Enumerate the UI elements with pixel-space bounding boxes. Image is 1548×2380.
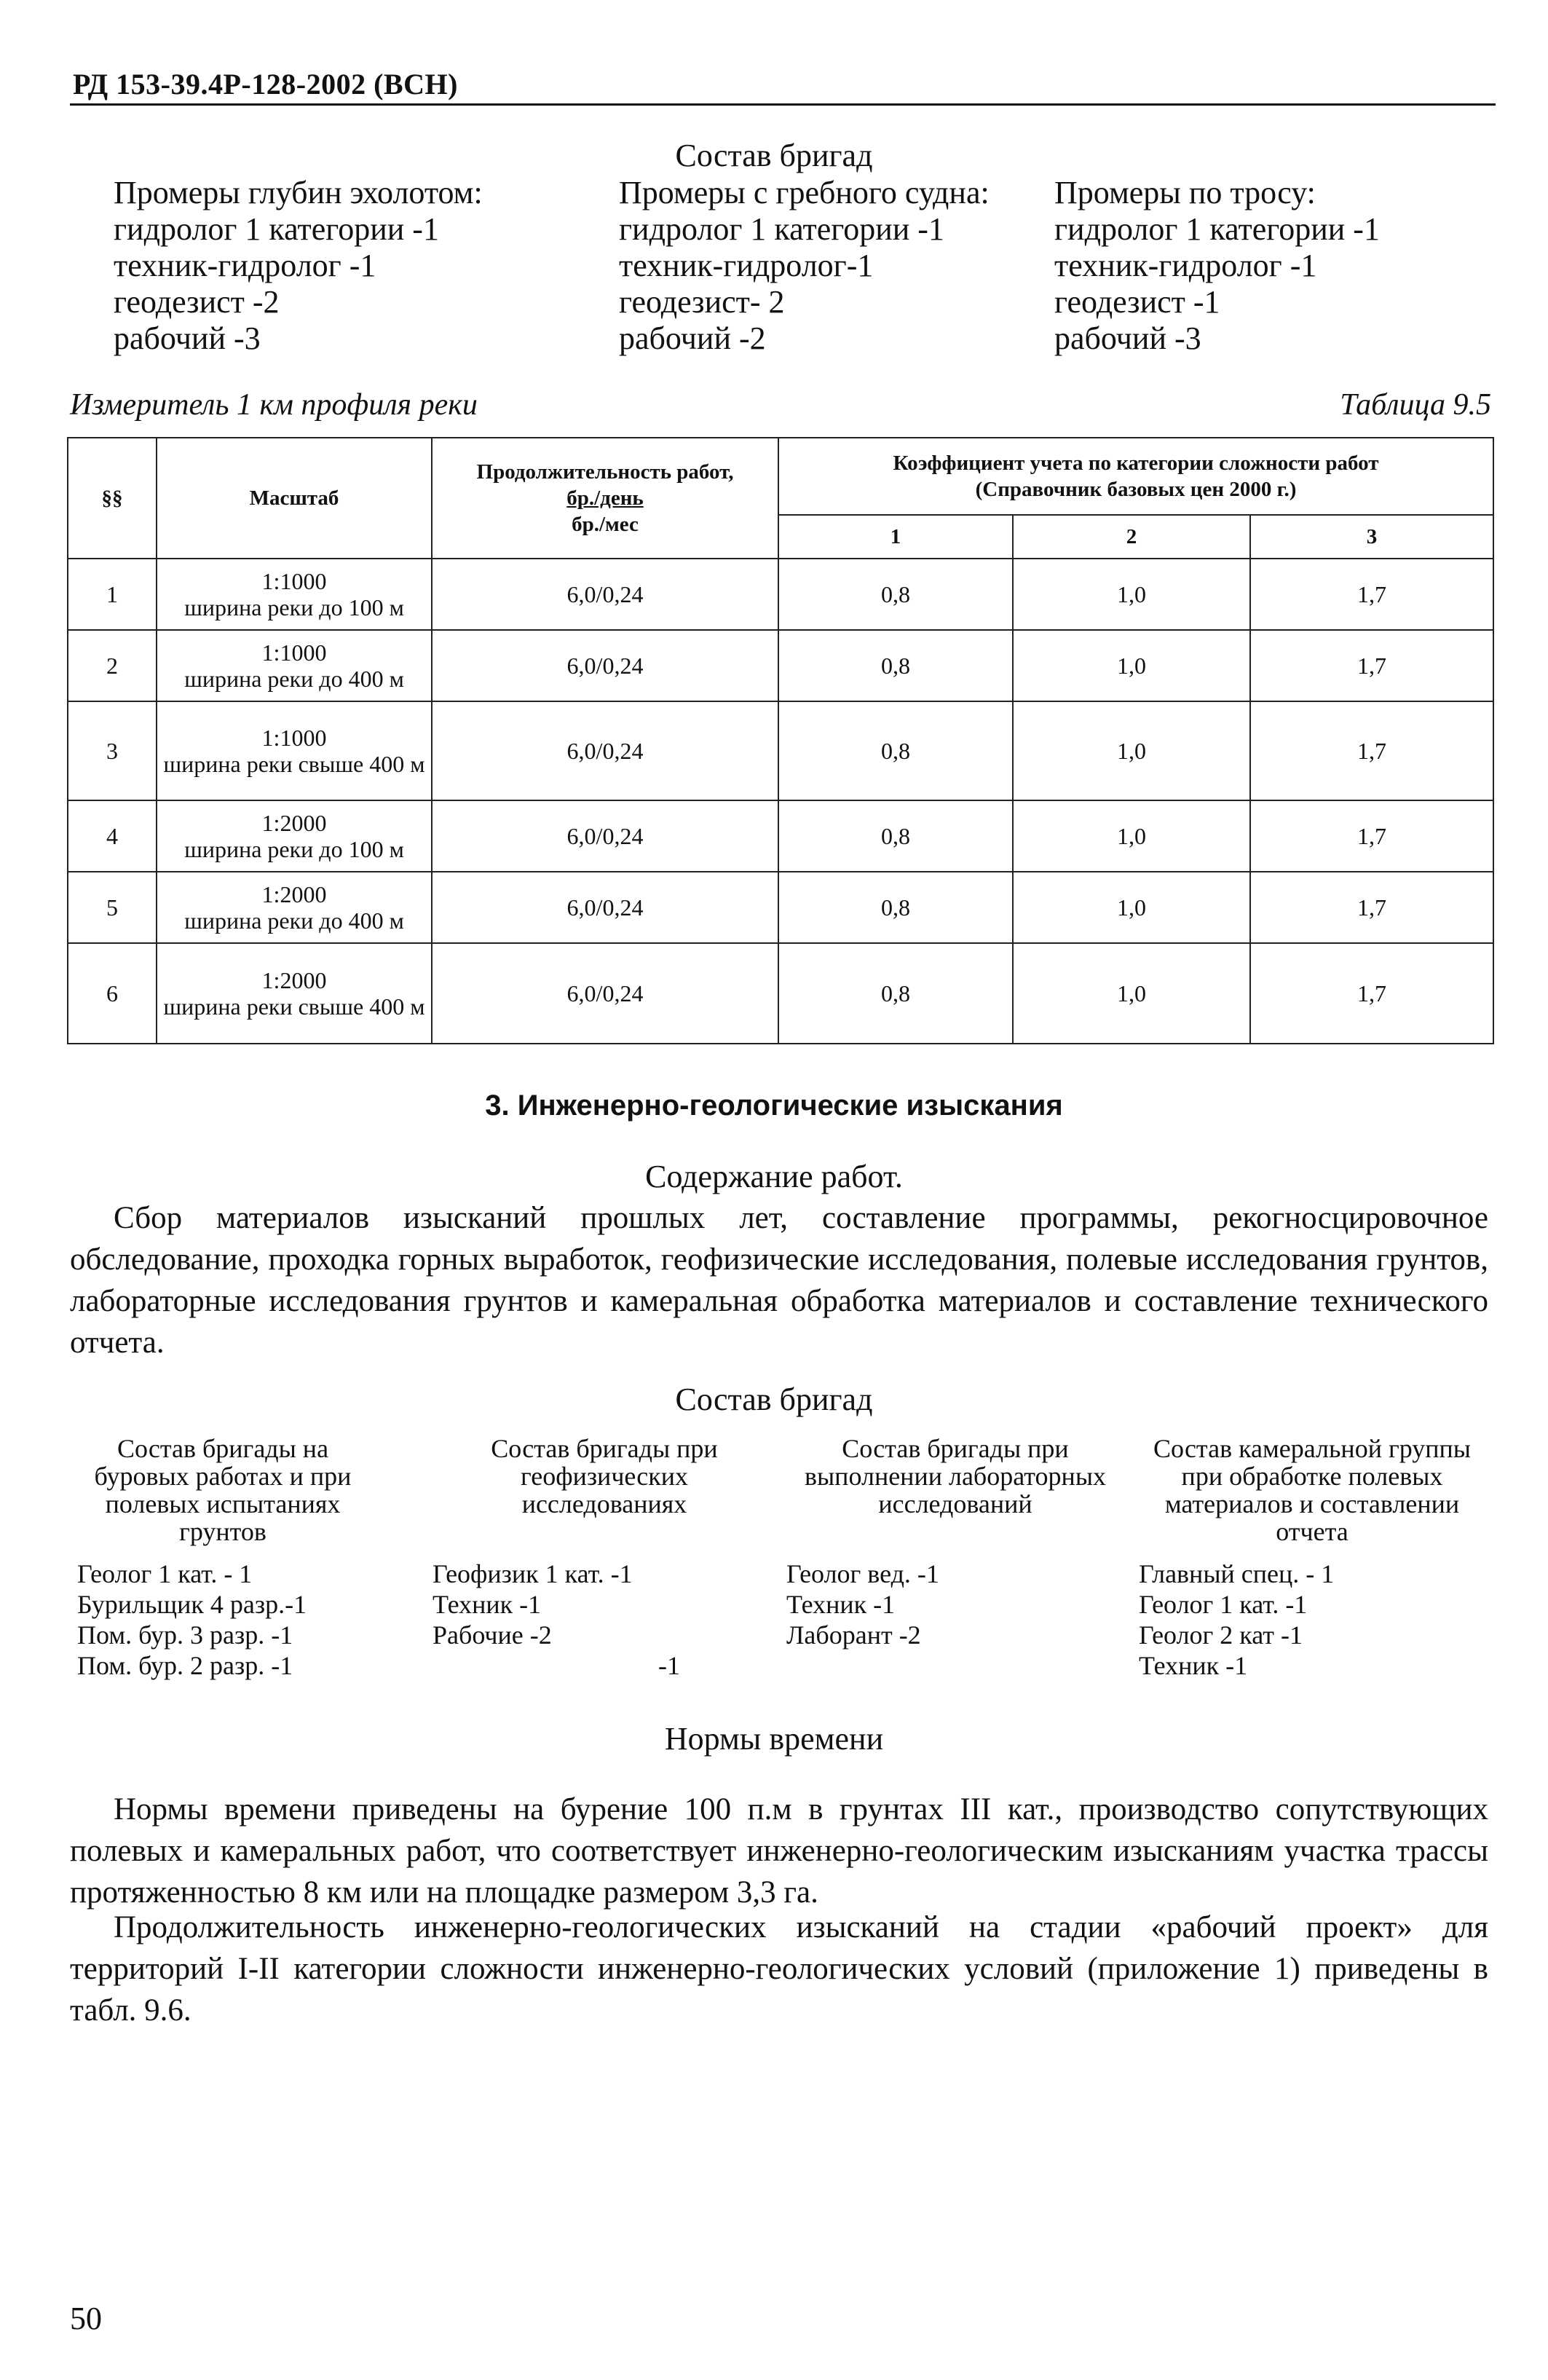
cell-duration: 6,0/0,24 xyxy=(432,872,778,943)
crew-line: техник-гидролог-1 xyxy=(619,248,874,283)
cell-coef-2: 1,0 xyxy=(1013,800,1250,872)
cell-coef-2: 1,0 xyxy=(1013,701,1250,800)
cell-river-width: ширина реки свыше 400 м xyxy=(163,993,425,1020)
cell-scale xyxy=(157,800,432,872)
crew-line: гидролог 1 категории -1 xyxy=(1054,211,1380,247)
crew-list-office xyxy=(1139,1559,1334,1681)
cell-river-width: ширина реки свыше 400 м xyxy=(163,751,425,777)
crew-member: Геолог вед. -1 xyxy=(786,1559,939,1588)
crews-title: Состав бригад xyxy=(675,138,873,173)
cell-coef-2: 1,0 xyxy=(1013,630,1250,701)
crew-line: геодезист- 2 xyxy=(619,284,785,320)
header-coef-line1: Коэффициент учета по категории сложности работ xyxy=(893,452,1379,475)
crew-list-geophysics xyxy=(433,1559,680,1681)
crew-heading: Промеры с гребного судна: xyxy=(619,175,990,210)
cell-coef-1: 0,8 xyxy=(778,943,1013,1044)
cell-river-width: ширина реки до 100 м xyxy=(184,594,404,620)
crew-member: Лаборант -2 xyxy=(786,1620,921,1650)
cell-scale xyxy=(157,559,432,630)
content-title: Содержание работ. xyxy=(645,1159,903,1194)
crew-line: рабочий -3 xyxy=(1054,320,1201,356)
norms-paragraph-1: Нормы времени приведены на бурение 100 п.м в грунтах III кат., производство сопутствующих полевых и камеральных работ, что соответствует инженерно-геологическим изысканиям участка трассы протяженностью 8 км или на площадке размером 3,3 га. xyxy=(70,1792,1488,1910)
crew-line: техник-гидролог -1 xyxy=(1054,248,1317,283)
crew-line: геодезист -1 xyxy=(1054,284,1220,320)
cell-coef-1: 0,8 xyxy=(778,630,1013,701)
cell-coef-2: 1,0 xyxy=(1013,559,1250,630)
crew-heading: Промеры по тросу: xyxy=(1054,175,1316,210)
crew-member: -1 xyxy=(658,1651,680,1680)
crews-title-2: Состав бригад xyxy=(675,1382,873,1417)
cell-duration: 6,0/0,24 xyxy=(432,701,778,800)
crew-heading-geophysics: Состав бригады при геофизических исследованиях xyxy=(491,1434,718,1518)
crew-line: геодезист -2 xyxy=(114,284,280,320)
cell-num: 3 xyxy=(68,701,157,800)
header-cat-2: 2 xyxy=(1013,515,1250,559)
header-duration-line2: бр./день xyxy=(566,486,644,510)
crew-member: Главный спец. - 1 xyxy=(1139,1559,1335,1588)
cell-scale xyxy=(157,943,432,1044)
crew-member: Техник -1 xyxy=(1139,1651,1248,1680)
table-row xyxy=(68,559,1493,630)
table-row xyxy=(68,630,1493,701)
crew-heading-laboratory: Состав бригады при выполнении лабораторных исследований xyxy=(805,1434,1106,1518)
cell-num: 4 xyxy=(68,800,157,872)
cell-river-width: ширина реки до 400 м xyxy=(184,666,404,692)
header-num: §§ xyxy=(68,438,157,559)
header-cat-3: 3 xyxy=(1250,515,1493,559)
crew-member: Техник -1 xyxy=(433,1590,542,1619)
cell-coef-1: 0,8 xyxy=(778,872,1013,943)
cell-coef-3: 1,7 xyxy=(1250,872,1493,943)
table-9-5 xyxy=(67,437,1494,1044)
cell-duration: 6,0/0,24 xyxy=(432,630,778,701)
crew-member: Геофизик 1 кат. -1 xyxy=(433,1559,633,1588)
crew-member: Рабочие -2 xyxy=(433,1620,552,1650)
content-paragraph: Сбор материалов изысканий прошлых лет, составление программы, рекогносцировочное обследование, проходка горных выработок, геофизические исследования, полевые исследования грунтов, лабораторные исследования грунтов и камеральная обработка материалов и составление технического отчета. xyxy=(70,1201,1488,1360)
table-number-caption: Таблица 9.5 xyxy=(1340,388,1491,422)
cell-coef-3: 1,7 xyxy=(1250,800,1493,872)
cell-river-width: ширина реки до 400 м xyxy=(184,907,404,934)
header-coef-line2: (Справочник базовых цен 2000 г.) xyxy=(975,478,1297,501)
crew-member: Пом. бур. 2 разр. -1 xyxy=(77,1651,293,1680)
cell-duration: 6,0/0,24 xyxy=(432,943,778,1044)
norms-title: Нормы времени xyxy=(664,1721,884,1757)
cell-scale-value: 1:2000 xyxy=(261,967,327,993)
table-row xyxy=(68,943,1493,1044)
cell-num: 1 xyxy=(68,559,157,630)
document-code: РД 153-39.4Р-128-2002 (ВСН) xyxy=(73,68,458,101)
cell-scale xyxy=(157,701,432,800)
section-title: 3. Инженерно-геологические изыскания xyxy=(485,1089,1063,1122)
cell-scale-value: 1:1000 xyxy=(261,568,327,594)
crew-list-drilling xyxy=(77,1559,307,1681)
header-duration xyxy=(432,438,778,559)
cell-coef-1: 0,8 xyxy=(778,800,1013,872)
cell-coef-1: 0,8 xyxy=(778,701,1013,800)
cell-coef-2: 1,0 xyxy=(1013,943,1250,1044)
cell-num: 5 xyxy=(68,872,157,943)
cell-coef-3: 1,7 xyxy=(1250,701,1493,800)
cell-scale-value: 1:1000 xyxy=(261,725,327,751)
crew-member: Техник -1 xyxy=(786,1590,896,1619)
header-scale: Масштаб xyxy=(157,438,432,559)
cell-duration: 6,0/0,24 xyxy=(432,559,778,630)
table-measure-caption: Измеритель 1 км профиля реки xyxy=(70,388,478,422)
crew-line: гидролог 1 категории -1 xyxy=(619,211,944,247)
norms-paragraph-2: Продолжительность инженерно-геологических изысканий на стадии «рабочий проект» для территорий I-II категории сложности инженерно-геологических условий (приложение 1) приведены в табл. 9.6. xyxy=(70,1910,1488,2028)
cell-num: 6 xyxy=(68,943,157,1044)
crew-member: Геолог 1 кат. -1 xyxy=(1139,1590,1308,1619)
table-row xyxy=(68,800,1493,872)
crew-heading-office: Состав камеральной группы при обработке полевых материалов и составлении отчета xyxy=(1153,1434,1471,1546)
header-cat-1: 1 xyxy=(778,515,1013,559)
crew-line: рабочий -3 xyxy=(114,320,261,356)
table-row xyxy=(68,701,1493,800)
cell-scale-value: 1:2000 xyxy=(261,881,327,907)
header-rule xyxy=(70,103,1496,106)
crew-column-boat xyxy=(619,175,990,357)
cell-coef-3: 1,7 xyxy=(1250,630,1493,701)
header-duration-line1: Продолжительность работ, xyxy=(476,460,734,484)
page-number: 50 xyxy=(70,2301,102,2336)
crew-column-rope xyxy=(1054,175,1380,357)
cell-num: 2 xyxy=(68,630,157,701)
crew-line: рабочий -2 xyxy=(619,320,766,356)
crew-member: Геолог 1 кат. - 1 xyxy=(77,1559,253,1588)
cell-river-width: ширина реки до 100 м xyxy=(184,836,404,862)
crew-heading: Промеры глубин эхолотом: xyxy=(114,175,483,210)
crew-heading-drilling: Состав бригады на буровых работах и при полевых испытаниях грунтов xyxy=(94,1434,352,1546)
cell-coef-3: 1,7 xyxy=(1250,943,1493,1044)
table-row xyxy=(68,872,1493,943)
cell-scale xyxy=(157,872,432,943)
crew-list-laboratory xyxy=(786,1559,939,1650)
header-duration-line3: бр./мес xyxy=(572,513,639,536)
cell-coef-3: 1,7 xyxy=(1250,559,1493,630)
crew-line: гидролог 1 категории -1 xyxy=(114,211,439,247)
crew-member: Бурильщик 4 разр.-1 xyxy=(77,1590,307,1619)
cell-scale xyxy=(157,630,432,701)
cell-duration: 6,0/0,24 xyxy=(432,800,778,872)
crew-column-echo xyxy=(114,175,483,357)
crew-member: Пом. бур. 3 разр. -1 xyxy=(77,1620,293,1650)
cell-coef-2: 1,0 xyxy=(1013,872,1250,943)
header-coefficient xyxy=(778,438,1493,515)
crew-line: техник-гидролог -1 xyxy=(114,248,376,283)
crew-member: Геолог 2 кат -1 xyxy=(1139,1620,1303,1650)
cell-scale-value: 1:2000 xyxy=(261,810,327,836)
cell-scale-value: 1:1000 xyxy=(261,639,327,666)
cell-coef-1: 0,8 xyxy=(778,559,1013,630)
